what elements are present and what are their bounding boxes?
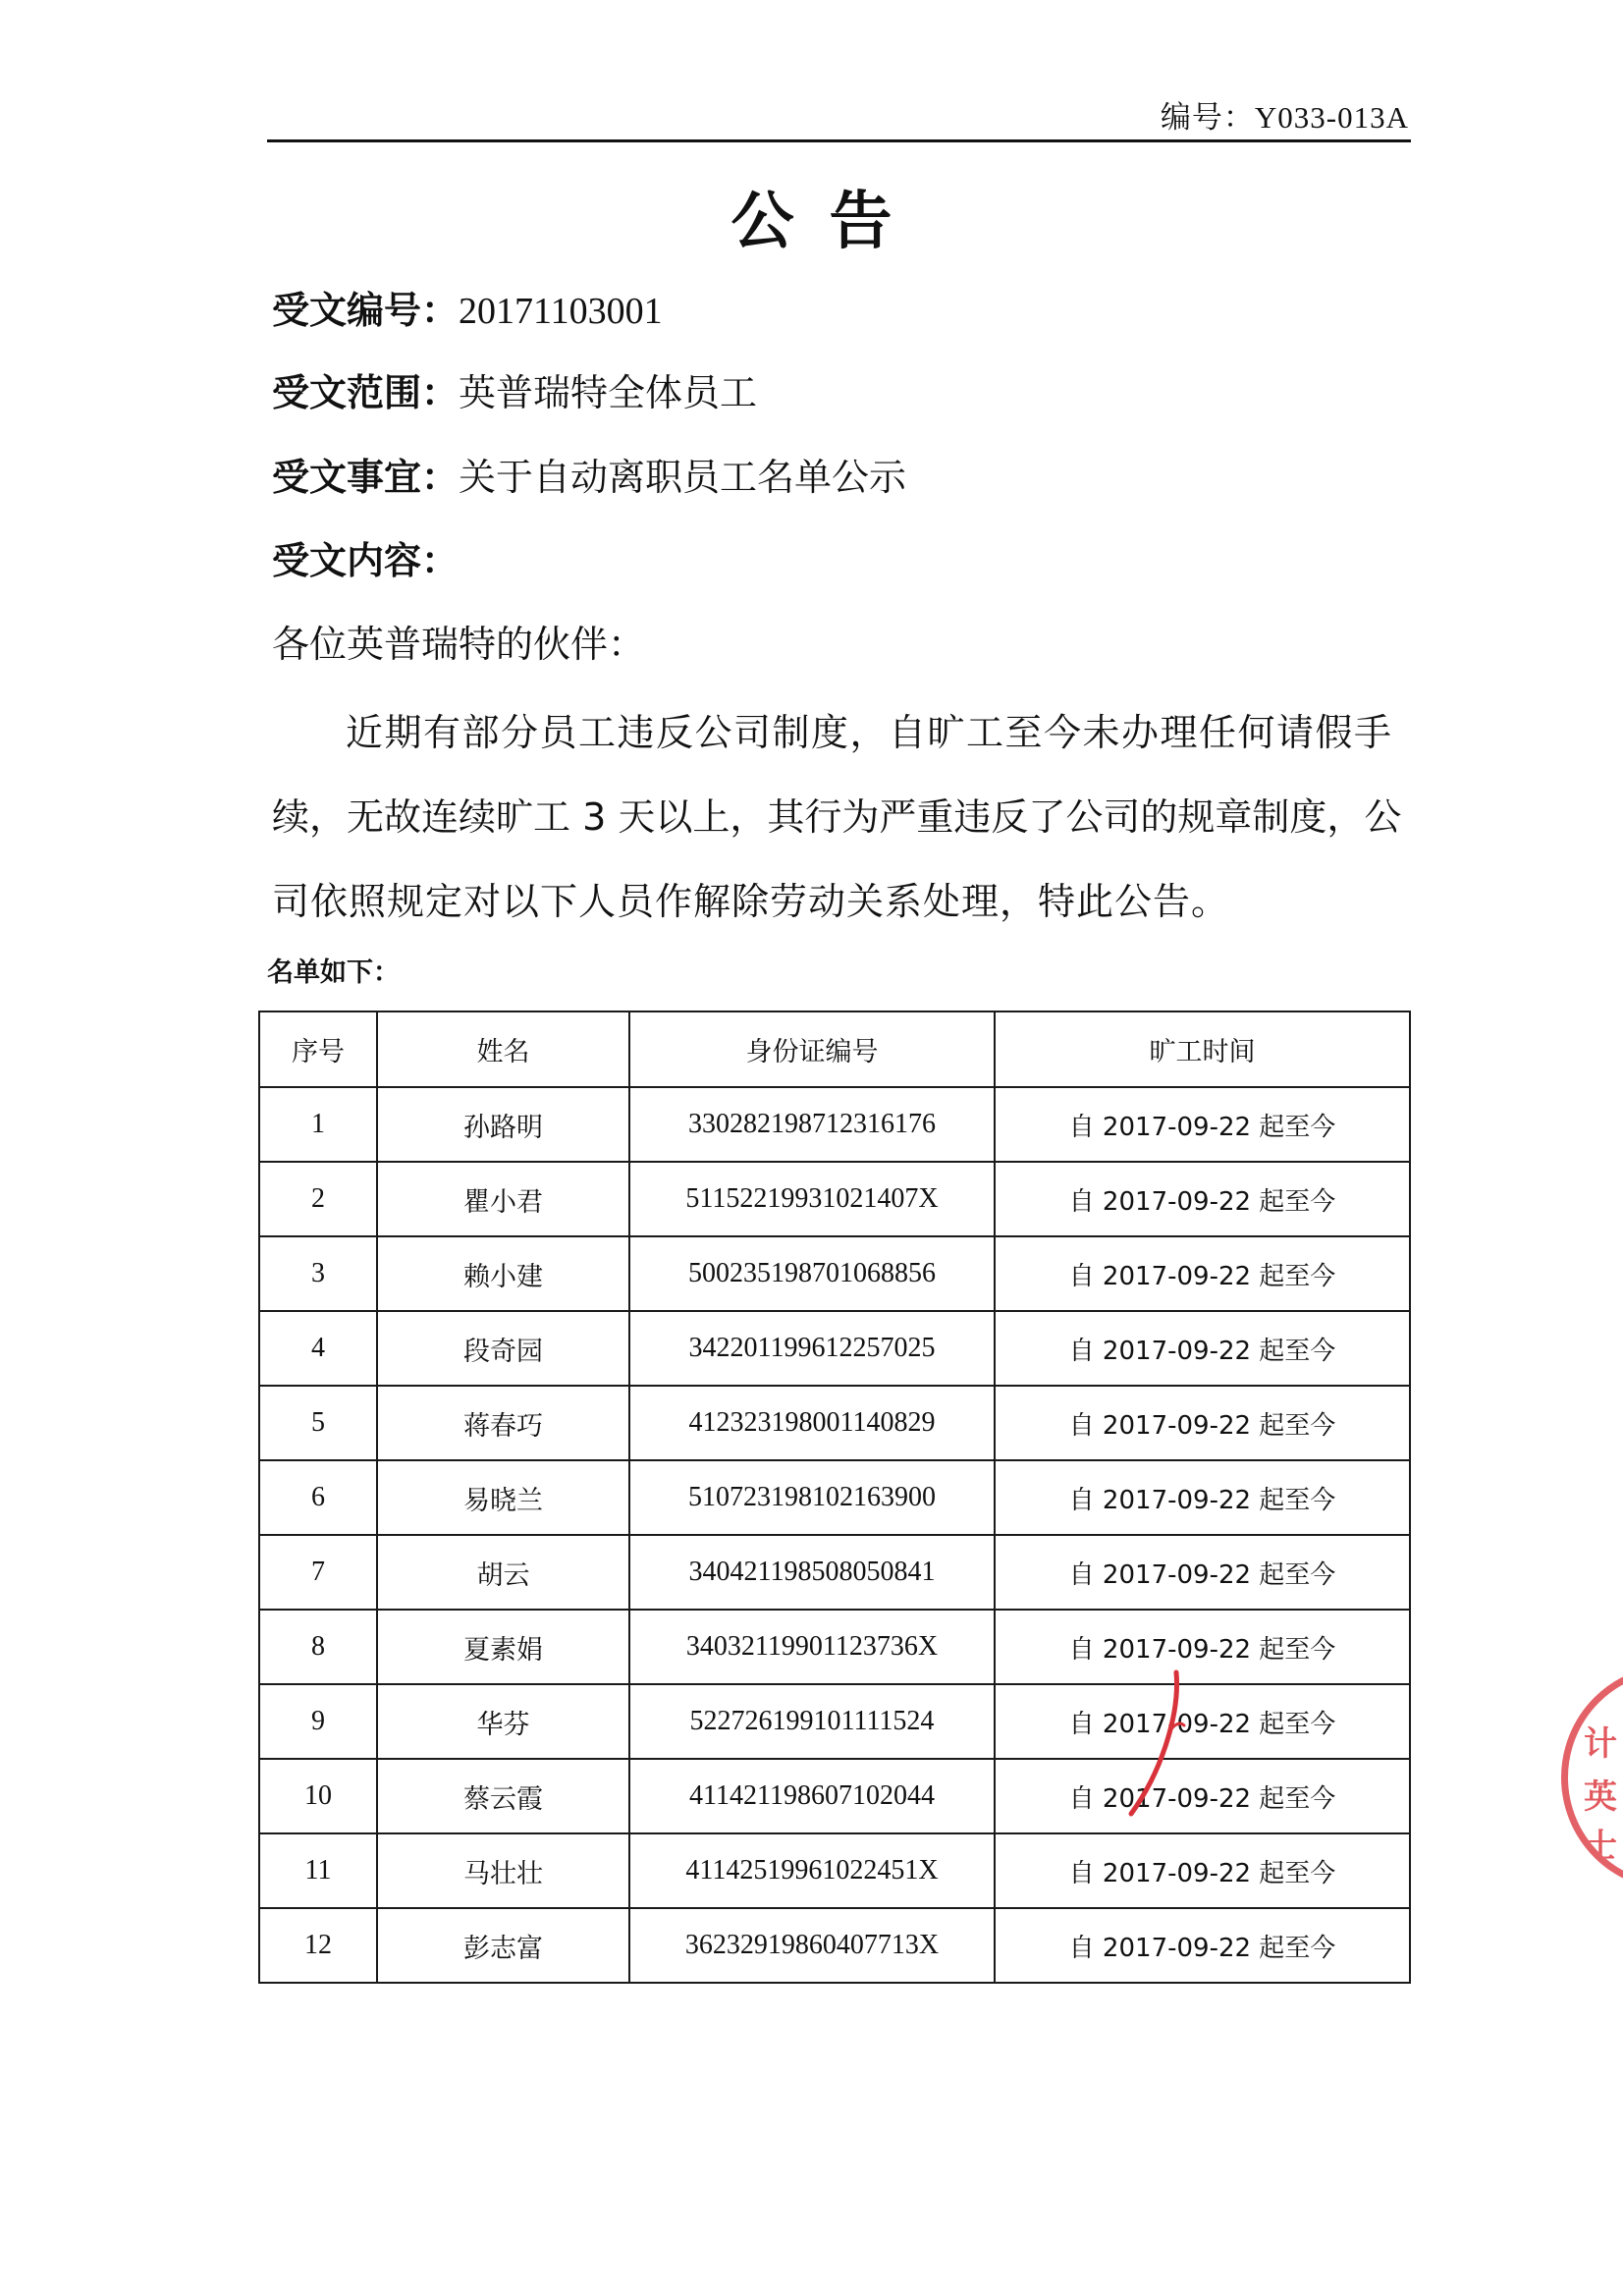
field-label: 受文编号： xyxy=(272,289,460,332)
greeting: 各位英普瑞特的伙伴： xyxy=(272,623,646,666)
cell-no: 6 xyxy=(259,1460,377,1535)
cell-no: 8 xyxy=(259,1610,377,1684)
table-row xyxy=(259,1311,1410,1386)
cell-absence-time: 自 2017-09-22 起至今 xyxy=(995,1236,1410,1311)
cell-name: 华芬 xyxy=(377,1684,629,1759)
cell-name: 孙路明 xyxy=(377,1087,629,1162)
cell-absence-time: 自 2017-09-22 起至今 xyxy=(995,1087,1410,1162)
cell-id: 36232919860407713X xyxy=(629,1908,995,1983)
cell-id: 41142519961022451X xyxy=(629,1833,995,1908)
cell-name: 马壮壮 xyxy=(377,1833,629,1908)
cell-name: 蔡云霞 xyxy=(377,1759,629,1833)
cell-no: 11 xyxy=(259,1833,377,1908)
cell-no: 2 xyxy=(259,1162,377,1236)
cell-absence-time: 自 2017-09-22 起至今 xyxy=(995,1833,1410,1908)
cell-id: 522726199101111524 xyxy=(629,1684,995,1759)
body-line-2: 续，无故连续旷工 3 天以上，其行为严重违反了公司的规章制度，公 xyxy=(272,795,1402,839)
cell-id: 412323198001140829 xyxy=(629,1386,995,1460)
seal-glyph: 计 xyxy=(1584,1724,1617,1764)
column-header-no: 序号 xyxy=(259,1011,377,1087)
table-row xyxy=(259,1535,1410,1610)
field-value: 英普瑞特全体员工 xyxy=(459,371,758,414)
cell-name: 赖小建 xyxy=(377,1236,629,1311)
cell-no: 9 xyxy=(259,1684,377,1759)
cell-no: 4 xyxy=(259,1311,377,1386)
cell-absence-time: 自 2017-09-22 起至今 xyxy=(995,1386,1410,1460)
cell-no: 5 xyxy=(259,1386,377,1460)
absence-table xyxy=(258,1011,1411,1984)
cell-id: 500235198701068856 xyxy=(629,1236,995,1311)
field-value: 20171103001 xyxy=(459,291,663,332)
cell-absence-time: 自 2017-09-22 起至今 xyxy=(995,1759,1410,1833)
column-header-absence-time: 旷工时间 xyxy=(995,1011,1410,1087)
table-row xyxy=(259,1460,1410,1535)
table-row xyxy=(259,1236,1410,1311)
field-content xyxy=(272,535,459,586)
header-rule xyxy=(267,139,1411,142)
cell-id: 34032119901123736X xyxy=(629,1610,995,1684)
column-header-id: 身份证编号 xyxy=(629,1011,995,1087)
field-subject xyxy=(272,452,906,503)
cell-absence-time: 自 2017-09-22 起至今 xyxy=(995,1684,1410,1759)
cell-id: 510723198102163900 xyxy=(629,1460,995,1535)
cell-absence-time: 自 2017-09-22 起至今 xyxy=(995,1535,1410,1610)
cell-no: 3 xyxy=(259,1236,377,1311)
field-label: 受文事宜： xyxy=(272,456,460,499)
table-row xyxy=(259,1610,1410,1684)
cell-no: 7 xyxy=(259,1535,377,1610)
cell-id: 51152219931021407X xyxy=(629,1162,995,1236)
cell-absence-time: 自 2017-09-22 起至今 xyxy=(995,1908,1410,1983)
cell-no: 1 xyxy=(259,1087,377,1162)
field-value: 关于自动离职员工名单公示 xyxy=(459,456,907,499)
cell-no: 12 xyxy=(259,1908,377,1983)
table-header-row xyxy=(259,1011,1410,1087)
table-row xyxy=(259,1684,1410,1759)
table-row xyxy=(259,1908,1410,1983)
column-header-name: 姓名 xyxy=(377,1011,629,1087)
signature-mark xyxy=(1119,1665,1208,1822)
company-seal xyxy=(1561,1665,1623,1890)
cell-name: 瞿小君 xyxy=(377,1162,629,1236)
cell-id: 342201199612257025 xyxy=(629,1311,995,1386)
cell-name: 段奇园 xyxy=(377,1311,629,1386)
cell-id: 330282198712316176 xyxy=(629,1087,995,1162)
table-row xyxy=(259,1087,1410,1162)
table-row xyxy=(259,1759,1410,1833)
field-doc-number xyxy=(272,285,663,337)
cell-absence-time: 自 2017-09-22 起至今 xyxy=(995,1311,1410,1386)
cell-name: 易晓兰 xyxy=(377,1460,629,1535)
cell-name: 蒋春巧 xyxy=(377,1386,629,1460)
page-title: 公告 xyxy=(730,186,928,258)
table-row xyxy=(259,1162,1410,1236)
cell-absence-time: 自 2017-09-22 起至今 xyxy=(995,1162,1410,1236)
cell-name: 彭志富 xyxy=(377,1908,629,1983)
field-label: 受文范围： xyxy=(272,371,460,414)
list-heading: 名单如下： xyxy=(267,957,400,988)
cell-absence-time: 自 2017-09-22 起至今 xyxy=(995,1460,1410,1535)
body-line-3: 司依照规定对以下人员作解除劳动关系处理，特此公告。 xyxy=(272,880,1230,923)
table-row xyxy=(259,1833,1410,1908)
cell-no: 10 xyxy=(259,1759,377,1833)
field-label: 受文内容： xyxy=(272,539,460,582)
document-number: 编号：Y033-013A xyxy=(1160,100,1409,135)
cell-id: 340421198508050841 xyxy=(629,1535,995,1610)
seal-glyph: 士 xyxy=(1584,1827,1617,1866)
cell-name: 胡云 xyxy=(377,1535,629,1610)
field-scope xyxy=(272,367,757,418)
cell-id: 411421198607102044 xyxy=(629,1759,995,1833)
body-line-1: 近期有部分员工违反公司制度，自旷工至今未办理任何请假手 xyxy=(346,711,1393,754)
cell-absence-time: 自 2017-09-22 起至今 xyxy=(995,1610,1410,1684)
cell-name: 夏素娟 xyxy=(377,1610,629,1684)
seal-glyph: 英 xyxy=(1584,1777,1617,1817)
table-row xyxy=(259,1386,1410,1460)
